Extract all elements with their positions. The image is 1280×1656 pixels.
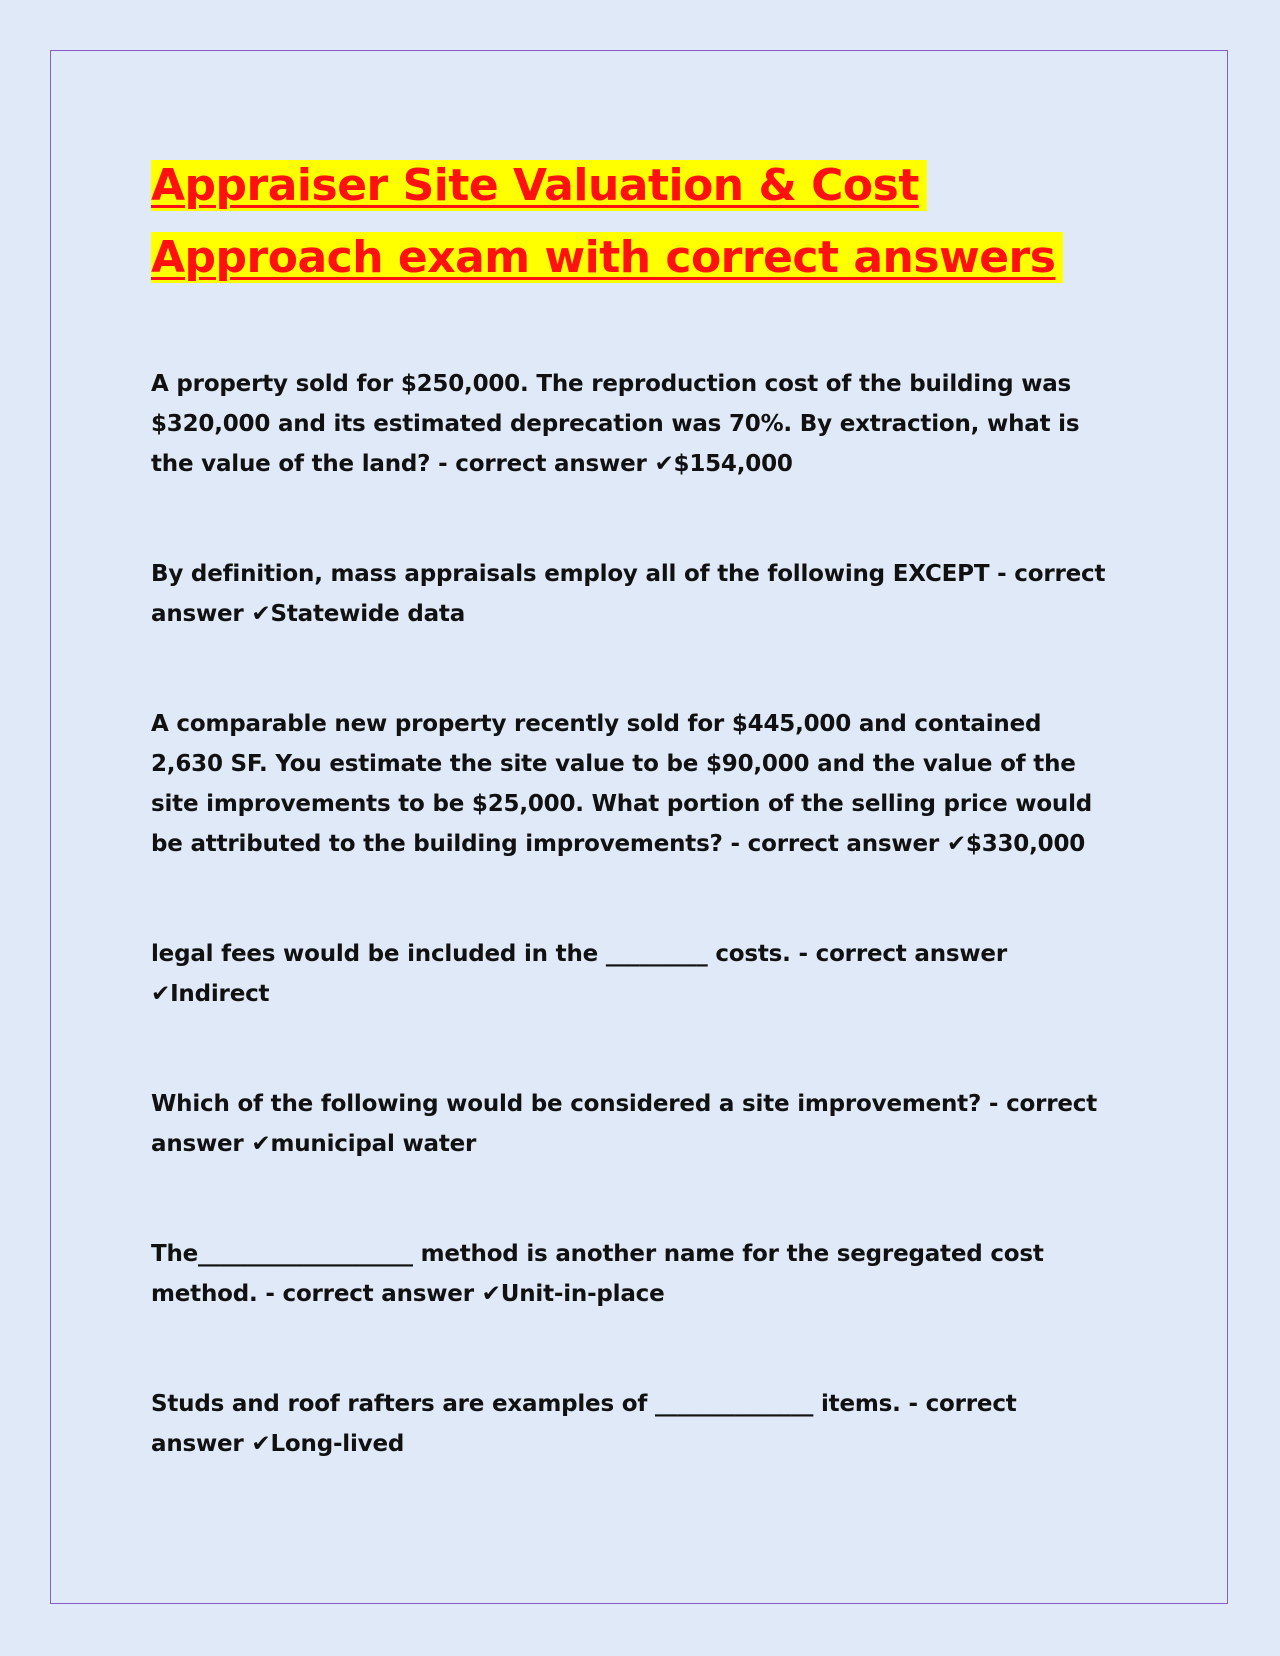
answer-text: municipal water <box>270 1131 477 1157</box>
question-text: Studs and roof rafters are examples of ______________ items. <box>151 1391 901 1417</box>
document-title <box>151 150 1111 294</box>
qa-item <box>151 934 1111 1014</box>
qa-list <box>151 364 1111 1464</box>
question-text: Which of the following would be considered a site improvement? <box>151 1091 982 1117</box>
qa-item <box>151 554 1111 634</box>
qa-item <box>151 1384 1111 1464</box>
answer-text: Unit-in-place <box>500 1281 665 1307</box>
check-mark-icon: ✔ <box>151 981 171 1007</box>
question-text: A comparable new property recently sold for $445,000 and contained 2,630 SF. You estimate the site value to be $90,000 and the value of the site improvements to be $25,000. What portion of the selling price would be attributed to the building improvements? <box>151 711 1093 857</box>
answer-text: Indirect <box>170 981 270 1007</box>
question-text: By definition, mass appraisals employ all of the following EXCEPT <box>151 561 990 587</box>
question-text: legal fees would be included in the _________ costs. <box>151 941 791 967</box>
answer-separator: - correct answer <box>430 451 655 477</box>
answer-separator: - correct answer <box>790 941 1007 967</box>
qa-item <box>151 704 1111 864</box>
qa-item <box>151 364 1111 484</box>
check-mark-icon: ✔ <box>251 1431 271 1457</box>
answer-separator: - correct answer <box>151 561 1106 627</box>
check-mark-icon: ✔ <box>946 831 966 857</box>
answer-separator: - correct answer <box>257 1281 482 1307</box>
question-text: The___________________ method is another name for the segregated cost method. <box>151 1241 1044 1307</box>
document-content <box>151 150 1111 1534</box>
answer-separator: - correct answer <box>151 1091 1098 1157</box>
qa-item <box>151 1234 1111 1314</box>
answer-text: Statewide data <box>270 601 466 627</box>
document-title-text: Appraiser Site Valuation & Cost Approach exam with correct answers <box>151 160 1063 283</box>
check-mark-icon: ✔ <box>654 451 674 477</box>
check-mark-icon: ✔ <box>481 1281 501 1307</box>
answer-text: Long-lived <box>270 1431 405 1457</box>
check-mark-icon: ✔ <box>251 1131 271 1157</box>
question-text: A property sold for $250,000. The reproduction cost of the building was $320,000 and its estimated deprecation was 70%. By extraction, what is the value of the land? <box>151 371 1080 477</box>
check-mark-icon: ✔ <box>251 601 271 627</box>
qa-item <box>151 1084 1111 1164</box>
answer-separator: - correct answer <box>722 831 947 857</box>
answer-text: $154,000 <box>673 451 793 477</box>
answer-text: $330,000 <box>965 831 1086 857</box>
answer-separator: - correct answer <box>151 1391 1017 1457</box>
